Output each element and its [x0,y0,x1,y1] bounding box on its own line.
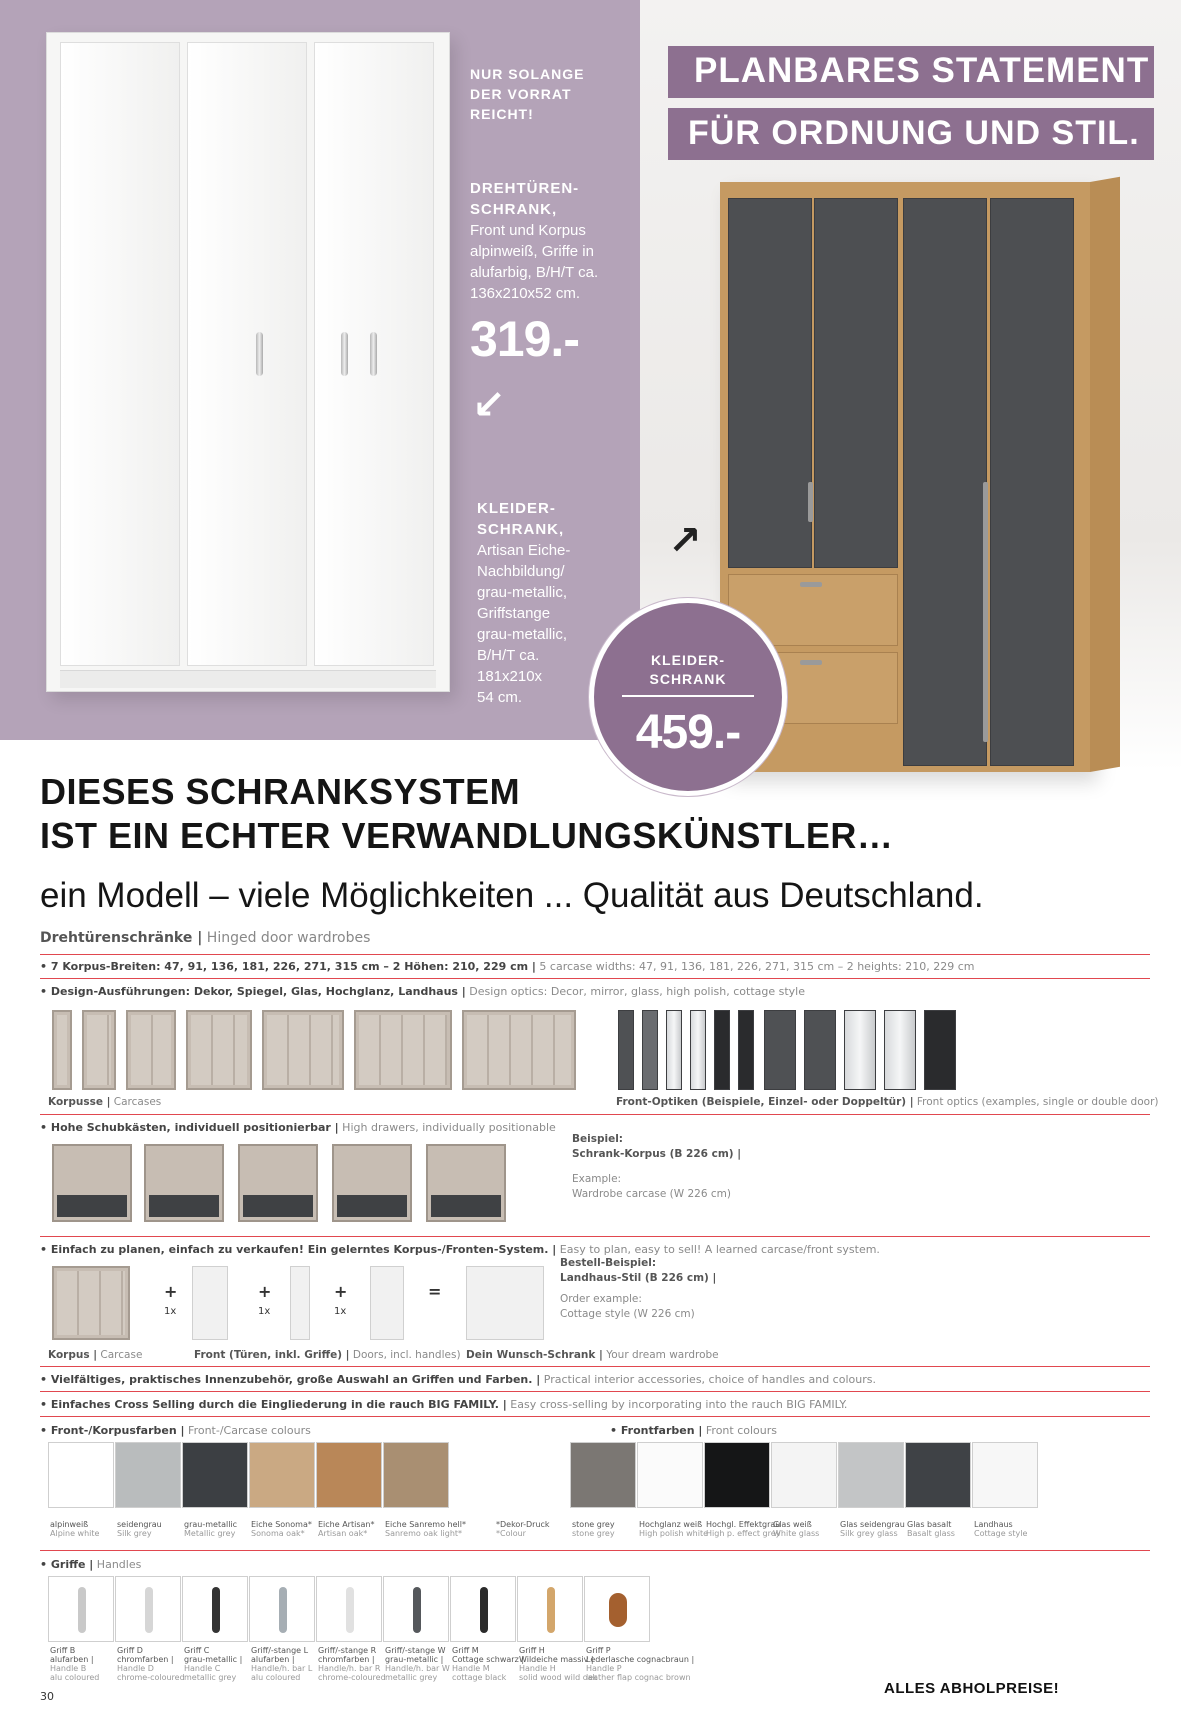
handle-swatch [115,1576,181,1642]
front-optic-image [804,1010,836,1090]
front-optic-image [738,1010,754,1090]
handle-label-line: Griff D [117,1646,143,1655]
handle-label-line: Cottage schwarz | [452,1655,525,1664]
caption-example: Beispiel: Schrank-Korpus (B 226 cm) | Example: Wardrobe carcase (W 226 cm) [572,1133,742,1200]
front-optic-image [642,1010,658,1090]
carcase-image [354,1010,452,1090]
caption-carcase: Korpus | Carcase [48,1349,143,1361]
arrow-up-right-icon: ↗ [668,518,702,564]
handle-icon [413,1587,421,1633]
product-b-description: KLEIDER- SCHRANK, Artisan Eiche- Nachbildung/ grau-metallic, Griffstange grau-metallic, B/H/T ca. 181x210x 54 cm. [477,500,571,706]
drawer-carcase-image [144,1144,224,1222]
colour-swatch-label [773,1520,819,1538]
colour-swatch [972,1442,1038,1508]
handle-label-line: Griff M [452,1646,479,1655]
handle-label-line: grau-metallic | [385,1655,444,1664]
arrow-down-icon: ↙ [472,382,506,428]
colour-name-de: Eiche Artisan* [318,1520,375,1529]
spec-planning: • Einfach zu planen, einfach zu verkaufen! Ein gelerntes Korpus-/Fronten-System. | Easy to plan, easy to sell! A learned carcase/front system. [40,1243,880,1256]
colour-swatch [838,1442,904,1508]
red-rule [40,1236,1150,1237]
handle-label-line: Griff/-stange L [251,1646,309,1655]
drawer-carcase-image [52,1144,132,1222]
carcase-image [52,1010,72,1090]
spec-cross-selling: • Einfaches Cross Selling durch die Eingliederung in die rauch BIG FAMILY. | Easy cross-selling by incorporating into the rauch BIG FAMILY. [40,1398,848,1411]
handle-label [251,1646,312,1682]
wardrobe-side [1090,177,1120,772]
handle-label-line: Handle D [117,1664,154,1673]
handle-label-line: Griff/-stange W [385,1646,446,1655]
banner-line-2: FÜR ORDNUNG UND STIL. [668,108,1154,160]
plus-icon: + [164,1282,178,1301]
colour-swatch [182,1442,248,1508]
banner-line-1: PLANBARES STATEMENT [668,46,1154,98]
wardrobe-handle [808,482,813,522]
colour-name-de: Glas basalt [907,1520,952,1529]
red-rule [40,1366,1150,1367]
handles-heading: • Griffe | Handles [40,1558,142,1571]
front-optic-image [714,1010,730,1090]
handle-swatch [316,1576,382,1642]
handle-label-line: Wildeiche massiv | [519,1655,594,1664]
front-optic-image [666,1010,682,1090]
handle-swatch [182,1576,248,1642]
handle-label-line: chrome-coloured [318,1673,386,1682]
handle-label-line: alu coloured [50,1673,100,1682]
white-wardrobe-image [46,32,450,692]
spec-interior: • Vielfältiges, praktisches Innenzubehör, große Auswahl an Griffen und Farben. | Practical interior accessories, choice of handles and colours. [40,1373,876,1386]
handle-swatch [584,1576,650,1642]
colour-name-de: grau-metallic [184,1520,238,1529]
spec-design: • Design-Ausführungen: Dekor, Spiegel, Glas, Hochglanz, Landhaus | Design optics: Decor, mirror, glass, high polish, cottage style [40,985,806,998]
plus-icon: + [258,1282,272,1301]
colour-name-en: Cottage style [974,1529,1028,1538]
wardrobe-door [728,198,812,568]
plan-carcase-image [52,1266,130,1340]
handle-icon [279,1587,287,1633]
colour-name-en: Artisan oak* [318,1529,368,1538]
page-number: 30 [40,1690,54,1703]
handle-label-line: Griff H [519,1646,545,1655]
handle-icon [78,1587,86,1633]
wardrobe-door [187,42,307,666]
drawer-carcase-image [332,1144,412,1222]
drawer-carcase-image [426,1144,506,1222]
spec-widths: • 7 Korpus-Breiten: 47, 91, 136, 181, 226, 271, 315 cm – 2 Höhen: 210, 229 cm | 5 carcase widths: 47, 91, 136, 181, 226, 271, 315 cm – 2 heights: 210, 229 cm [40,960,975,973]
plus-icon: + [334,1282,348,1301]
handle-label-line: Griff P [586,1646,611,1655]
handle-label-line: solid wood wild oak [519,1673,598,1682]
carcase-colours-heading: • Front-/Korpusfarben | Front-/Carcase colours [40,1424,311,1437]
handle-icon [480,1587,488,1633]
handle-label-line: Handle H [519,1664,556,1673]
colour-name-de: Eiche Sanremo hell* [385,1520,466,1529]
pickup-price-note: ALLES ABHOLPREISE! [884,1680,1060,1697]
wardrobe-handle [983,482,988,742]
handle-label-line: Handle M [452,1664,490,1673]
handle-swatch [383,1576,449,1642]
colour-swatch-label [907,1520,955,1538]
plan-door-image [290,1266,310,1340]
handle-label-line: Handle P [586,1664,622,1673]
plan-quantity: 1x [334,1306,347,1317]
wardrobe-handle [256,332,263,376]
colour-swatch [48,1442,114,1508]
wardrobe-door [990,198,1074,766]
handle-label-line: Lederlasche cognacbraun | [586,1655,695,1664]
colour-swatch-label [706,1520,780,1538]
handle-label-line: leather flap cognac brown [586,1673,691,1682]
caption-dream-wardrobe: Dein Wunsch-Schrank | Your dream wardrobe [466,1349,719,1361]
caption-front: Front (Türen, inkl. Griffe) | Doors, incl. handles) [194,1349,461,1361]
handle-label [385,1646,450,1682]
colour-swatch-label [639,1520,708,1538]
carcase-image [82,1010,116,1090]
colour-name-en: White glass [773,1529,820,1538]
colour-swatch [771,1442,837,1508]
front-optic-image [924,1010,956,1090]
colour-swatch-label [385,1520,466,1538]
colour-name-de: seidengrau [117,1520,162,1529]
colour-swatch-label [117,1520,162,1538]
front-optic-image [884,1010,916,1090]
colour-swatch [570,1442,636,1508]
handle-label-line: Handle/h. bar W [385,1664,450,1673]
caption-carcases: Korpusse | Carcases [48,1096,162,1108]
handle-swatch [450,1576,516,1642]
wardrobe-door [903,198,987,766]
colour-name-en: Alpine white [50,1529,100,1538]
handle-label-line: alufarben | [50,1655,94,1664]
colour-swatch-label [974,1520,1027,1538]
colour-name-de: stone grey [572,1520,615,1529]
handle-swatch [517,1576,583,1642]
colour-swatch-label [318,1520,374,1538]
carcase-image [186,1010,252,1090]
colour-swatch [249,1442,315,1508]
drawer-handle [800,582,822,587]
handle-label-line: cottage black [452,1673,507,1682]
wardrobe-door [814,198,898,568]
handle-label-line: chrome-coloured [117,1673,185,1682]
drawer-handle [800,660,822,665]
colour-swatch-label [251,1520,312,1538]
caption-order-example: Bestell-Beispiel: Landhaus-Stil (B 226 cm) | Order example: Cottage style (W 226 cm) [560,1257,717,1320]
front-optic-image [764,1010,796,1090]
handle-label [184,1646,242,1682]
decor-note: *Dekor-Druck *Colour [496,1520,550,1538]
colour-name-en: stone grey [572,1529,615,1538]
red-rule [40,1416,1150,1417]
sheet-title: Drehtürenschränke | Hinged door wardrobes [40,930,371,946]
handle-label-line: Griff B [50,1646,76,1655]
handle-label-line: chromfarben | [117,1655,174,1664]
handle-label [586,1646,694,1682]
colour-name-de: Hochglanz weiß [639,1520,703,1529]
colour-swatch-label [572,1520,615,1538]
headline: DIESES SCHRANKSYSTEM IST EIN ECHTER VERWANDLUNGSKÜNSTLER… [40,771,894,856]
spec-drawers: • Hohe Schubkästen, individuell positionierbar | High drawers, individually positionable [40,1121,556,1134]
badge-divider [622,695,754,697]
colour-name-de: Glas weiß [773,1520,812,1529]
red-rule [40,1114,1150,1115]
colour-swatch [704,1442,770,1508]
handle-label-line: metallic grey [385,1673,438,1682]
red-rule [40,978,1150,979]
plan-quantity: 1x [164,1306,177,1317]
handle-swatch [48,1576,114,1642]
red-rule [40,954,1150,955]
colour-name-en: High polish white [639,1529,709,1538]
wardrobe-handle [341,332,348,376]
plan-quantity: 1x [258,1306,271,1317]
colour-name-de: Hochgl. Effektgrau [706,1520,781,1529]
front-colours-heading: • Frontfarben | Front colours [610,1424,777,1437]
front-optic-image [690,1010,706,1090]
handle-label-line: alu coloured [251,1673,301,1682]
red-rule [40,1550,1150,1551]
colour-swatch [637,1442,703,1508]
handle-icon [609,1593,627,1627]
equals-icon: = [428,1282,442,1301]
wardrobe-door [60,42,180,666]
handle-label-line: grau-metallic | [184,1655,243,1664]
badge-price: 459.- [635,706,741,759]
handle-label [452,1646,524,1682]
handle-label-line: alufarben | [251,1655,295,1664]
wardrobe-plinth [60,670,436,688]
handle-label-line: Griff/-stange R [318,1646,377,1655]
product-a-price: 319.- [470,311,579,367]
handle-label-line: Handle/h. bar R [318,1664,381,1673]
handle-icon [547,1587,555,1633]
badge-label: KLEIDER- SCHRANK [649,652,727,687]
handle-label-line: Griff C [184,1646,210,1655]
red-rule [40,1391,1150,1392]
handle-label-line: Handle C [184,1664,221,1673]
colour-swatch [383,1442,449,1508]
colour-swatch [115,1442,181,1508]
handle-icon [346,1587,354,1633]
colour-name-de: Landhaus [974,1520,1013,1529]
front-optic-image [618,1010,634,1090]
colour-swatch [316,1442,382,1508]
colour-swatch [905,1442,971,1508]
front-optic-image [844,1010,876,1090]
handle-label-line: metallic grey [184,1673,237,1682]
carcase-image [262,1010,344,1090]
colour-name-en: Silk grey [117,1529,152,1538]
handle-label-line: Handle B [50,1664,87,1673]
carcase-image [126,1010,176,1090]
colour-name-de: Glas seidengrau [840,1520,905,1529]
price-badge [589,598,787,796]
colour-name-en: Metallic grey [184,1529,236,1538]
product-a-description: DREHTÜREN- SCHRANK, Front und Korpus alpinweiß, Griffe in alufarbig, B/H/T ca. 136x210x52 cm. [470,180,599,302]
handle-icon [145,1587,153,1633]
handle-label [318,1646,386,1682]
colour-name-en: High p. effect grey [706,1529,781,1538]
colour-name-de: alpinweiß [50,1520,89,1529]
colour-name-de: Eiche Sonoma* [251,1520,312,1529]
handle-label-line: Handle/h. bar L [251,1664,313,1673]
handle-label [50,1646,99,1682]
handle-icon [212,1587,220,1633]
promo-note: NUR SOLANGE DER VORRAT REICHT! [470,66,585,122]
subheadline: ein Modell – viele Möglichkeiten ... Qualität aus Deutschland. [40,876,984,915]
plan-door-image [192,1266,228,1340]
colour-swatch-label [50,1520,99,1538]
handle-swatch [249,1576,315,1642]
plan-door-image [370,1266,404,1340]
colour-swatch-label [184,1520,237,1538]
colour-name-en: Sanremo oak light* [385,1529,463,1538]
plan-result-image [466,1266,544,1340]
wardrobe-handle [370,332,377,376]
colour-swatch-label [840,1520,905,1538]
colour-name-en: Silk grey glass [840,1529,898,1538]
handle-label [117,1646,185,1682]
handle-label-line: chromfarben | [318,1655,375,1664]
caption-front-optics: Front-Optiken (Beispiele, Einzel- oder Doppeltür) | Front optics (examples, single or double door) [616,1096,1159,1108]
colour-name-en: Basalt glass [907,1529,955,1538]
colour-name-en: Sonoma oak* [251,1529,305,1538]
drawer-carcase-image [238,1144,318,1222]
carcase-image [462,1010,576,1090]
